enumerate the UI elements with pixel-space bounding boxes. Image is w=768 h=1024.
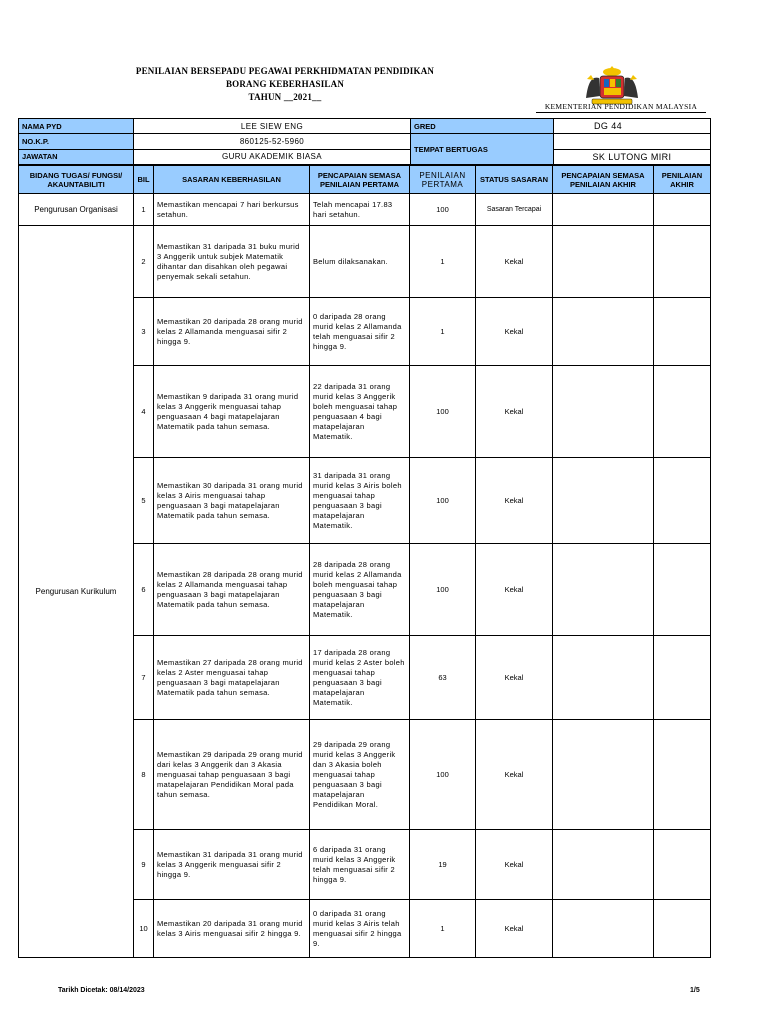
row-sasaran: Memastikan 20 daripada 31 orang murid kelas 3 Airis menguasai sifir 2 hingga 9. — [154, 900, 310, 958]
row-penilaian-akhir — [654, 226, 711, 298]
row-status: Kekal — [476, 298, 553, 366]
row-penilaian-akhir — [654, 458, 711, 544]
row-sasaran: Memastikan 31 daripada 31 orang murid kelas 3 Anggerik menguasai sifir 2 hingga 9. — [154, 830, 310, 900]
row-pencapaian: 22 daripada 31 orang murid kelas 3 Anggerik boleh menguasai tahap penguasaan 4 bagi matapelajaran Matematik. — [310, 366, 410, 458]
row-sasaran: Memastikan 30 daripada 31 orang murid kelas 3 Airis menguasai tahap penguasaan 3 bagi matapelajaran Matematik pada tahun semasa. — [154, 458, 310, 544]
row-status: Sasaran Tercapai — [476, 194, 553, 226]
row-sasaran: Memastikan 29 daripada 29 orang murid dari kelas 3 Anggerik dan 3 Akasia menguasai tahap penguasaan 3 bagi matapelajaran Pendidikan Moral pada tahun semasa. — [154, 720, 310, 830]
row-sasaran: Memastikan 27 daripada 28 orang murid kelas 2 Aster menguasai tahap penguasaan 3 bagi matapelajaran Matematik pada tahun semasa. — [154, 636, 310, 720]
row-status: Kekal — [476, 458, 553, 544]
col-bidang: BIDANG TUGAS/ FUNGSI/ AKAUNTABILITI — [19, 166, 134, 194]
row-status: Kekal — [476, 636, 553, 720]
nokp-label: NO.K.P. — [19, 134, 134, 150]
row-pencapaian-akhir — [553, 830, 654, 900]
doc-subtitle: BORANG KEBERHASILAN — [225, 79, 345, 89]
row-penilaian-akhir — [654, 636, 711, 720]
ministry-name: KEMENTERIAN PENDIDIKAN MALAYSIA — [536, 102, 706, 111]
row-pencapaian-akhir — [553, 458, 654, 544]
row-bil: 1 — [134, 194, 154, 226]
row-sasaran: Memastikan 9 daripada 31 orang murid kelas 3 Anggerik menguasai tahap penguasaan 4 bagi matapelajaran Matematik pada tahun semasa. — [154, 366, 310, 458]
row-pencapaian: 0 daripada 31 orang murid kelas 3 Airis telah menguasai sifir 2 hingga 9. — [310, 900, 410, 958]
row-status: Kekal — [476, 226, 553, 298]
row-status: Kekal — [476, 366, 553, 458]
col-status: STATUS SASARAN — [476, 166, 553, 194]
row-bil: 5 — [134, 458, 154, 544]
nokp-value: 860125-52-5960 — [134, 134, 411, 150]
row-sasaran: Memastikan 28 daripada 28 orang murid kelas 2 Allamanda menguasai tahap penguasaan 3 bagi matapelajaran Matematik pada tahun semasa. — [154, 544, 310, 636]
tempat-cell — [554, 134, 711, 165]
results-table — [18, 165, 711, 958]
row-penilaian-akhir — [654, 194, 711, 226]
col-penilaian-akhir: PENILAIAN AKHIR — [654, 166, 711, 194]
col-sasaran: SASARAN KEBERHASILAN — [154, 166, 310, 194]
row-pencapaian-akhir — [553, 720, 654, 830]
row-pencapaian-akhir — [553, 544, 654, 636]
jawatan-label: JAWATAN — [19, 149, 134, 165]
area-kurikulum: Pengurusan Kurikulum — [19, 226, 134, 958]
row-penilaian: 1 — [410, 298, 476, 366]
row-penilaian: 100 — [410, 458, 476, 544]
area-organisasi: Pengurusan Organisasi — [19, 194, 134, 226]
row-penilaian-akhir — [654, 720, 711, 830]
row-status: Kekal — [476, 900, 553, 958]
row-pencapaian: 0 daripada 28 orang murid kelas 2 Allamanda telah menguasai sifir 2 hingga 9. — [310, 298, 410, 366]
row-pencapaian: 6 daripada 31 orang murid kelas 3 Anggerik telah menguasai sifir 2 hingga 9. — [310, 830, 410, 900]
row-penilaian: 19 — [410, 830, 476, 900]
row-penilaian-akhir — [654, 298, 711, 366]
row-penilaian-akhir — [654, 366, 711, 458]
row-penilaian: 1 — [410, 900, 476, 958]
col-bil: BIL — [134, 166, 154, 194]
jawatan-value: GURU AKADEMIK BIASA — [134, 149, 411, 165]
tempat-blank — [554, 134, 710, 150]
col-pencapaian-akhir: PENCAPAIAN SEMASA PENILAIAN AKHIR — [553, 166, 654, 194]
row-pencapaian: 17 daripada 28 orang murid kelas 2 Aster boleh menguasai tahap penguasaan 3 bagi matapelajaran Matematik. — [310, 636, 410, 720]
row-pencapaian-akhir — [553, 194, 654, 226]
row-bil: 8 — [134, 720, 154, 830]
row-penilaian: 100 — [410, 720, 476, 830]
row-pencapaian: Telah mencapai 17.83 hari setahun. — [310, 194, 410, 226]
row-pencapaian-akhir — [553, 366, 654, 458]
page-number: 1/5 — [690, 987, 700, 994]
row-pencapaian-akhir — [553, 226, 654, 298]
row-bil: 4 — [134, 366, 154, 458]
row-pencapaian: 28 daripada 28 orang murid kelas 2 Allamanda boleh menguasai tahap penguasaan 3 bagi matapelajaran Matematik. — [310, 544, 410, 636]
row-bil: 10 — [134, 900, 154, 958]
row-pencapaian-akhir — [553, 298, 654, 366]
row-penilaian: 100 — [410, 366, 476, 458]
officer-info-table — [18, 118, 711, 165]
row-sasaran: Memastikan 31 daripada 31 buku murid 3 Anggerik untuk subjek Matematik dihantar dan disahkan oleh pegawai penyemak sekali setahun. — [154, 226, 310, 298]
gred-label: GRED — [411, 119, 554, 134]
row-bil: 7 — [134, 636, 154, 720]
nama-label: NAMA PYD — [19, 119, 134, 134]
col-penilaian-pertama: PENILAIAN PERTAMA — [410, 166, 476, 194]
row-bil: 9 — [134, 830, 154, 900]
row-pencapaian: 31 daripada 31 orang murid kelas 3 Airis boleh menguasai tahap penguasaan 3 bagi matapelajaran Matematik. — [310, 458, 410, 544]
row-penilaian: 63 — [410, 636, 476, 720]
row-penilaian-akhir — [654, 544, 711, 636]
row-bil: 2 — [134, 226, 154, 298]
row-status: Kekal — [476, 720, 553, 830]
row-penilaian-akhir — [654, 830, 711, 900]
gred-value: DG 44 — [554, 119, 711, 134]
table-row — [19, 226, 711, 298]
row-pencapaian-akhir — [553, 900, 654, 958]
row-sasaran: Memastikan 20 daripada 28 orang murid kelas 2 Allamanda menguasai sifir 2 hingga 9. — [154, 298, 310, 366]
row-pencapaian: 29 daripada 29 orang murid kelas 3 Anggerik dan 3 Akasia boleh menguasai tahap penguasaan 3 bagi matapelajaran Pendidikan Moral. — [310, 720, 410, 830]
table-row — [19, 194, 711, 226]
print-date: Tarikh Dicetak: 08/14/2023 — [58, 987, 145, 994]
doc-year: TAHUN __2021__ — [248, 92, 322, 102]
row-sasaran: Memastikan mencapai 7 hari berkursus setahun. — [154, 194, 310, 226]
tempat-label: TEMPAT BERTUGAS — [411, 134, 554, 165]
tempat-value: SK LUTONG MIRI — [592, 152, 672, 162]
nama-value: LEE SIEW ENG — [134, 119, 411, 134]
row-bil: 6 — [134, 544, 154, 636]
malaysia-coat-of-arms-icon — [578, 66, 646, 106]
doc-title: PENILAIAN BERSEPADU PEGAWAI PERKHIDMATAN PENDIDIKAN — [135, 66, 435, 76]
col-pencapaian-pertama: PENCAPAIAN SEMASA PENILAIAN PERTAMA — [310, 166, 410, 194]
row-penilaian: 100 — [410, 194, 476, 226]
row-penilaian: 1 — [410, 226, 476, 298]
row-status: Kekal — [476, 830, 553, 900]
row-pencapaian-akhir — [553, 636, 654, 720]
row-status: Kekal — [476, 544, 553, 636]
row-penilaian-akhir — [654, 900, 711, 958]
table-header-row — [19, 166, 711, 194]
row-bil: 3 — [134, 298, 154, 366]
row-pencapaian: Belum dilaksanakan. — [310, 226, 410, 298]
row-penilaian: 100 — [410, 544, 476, 636]
